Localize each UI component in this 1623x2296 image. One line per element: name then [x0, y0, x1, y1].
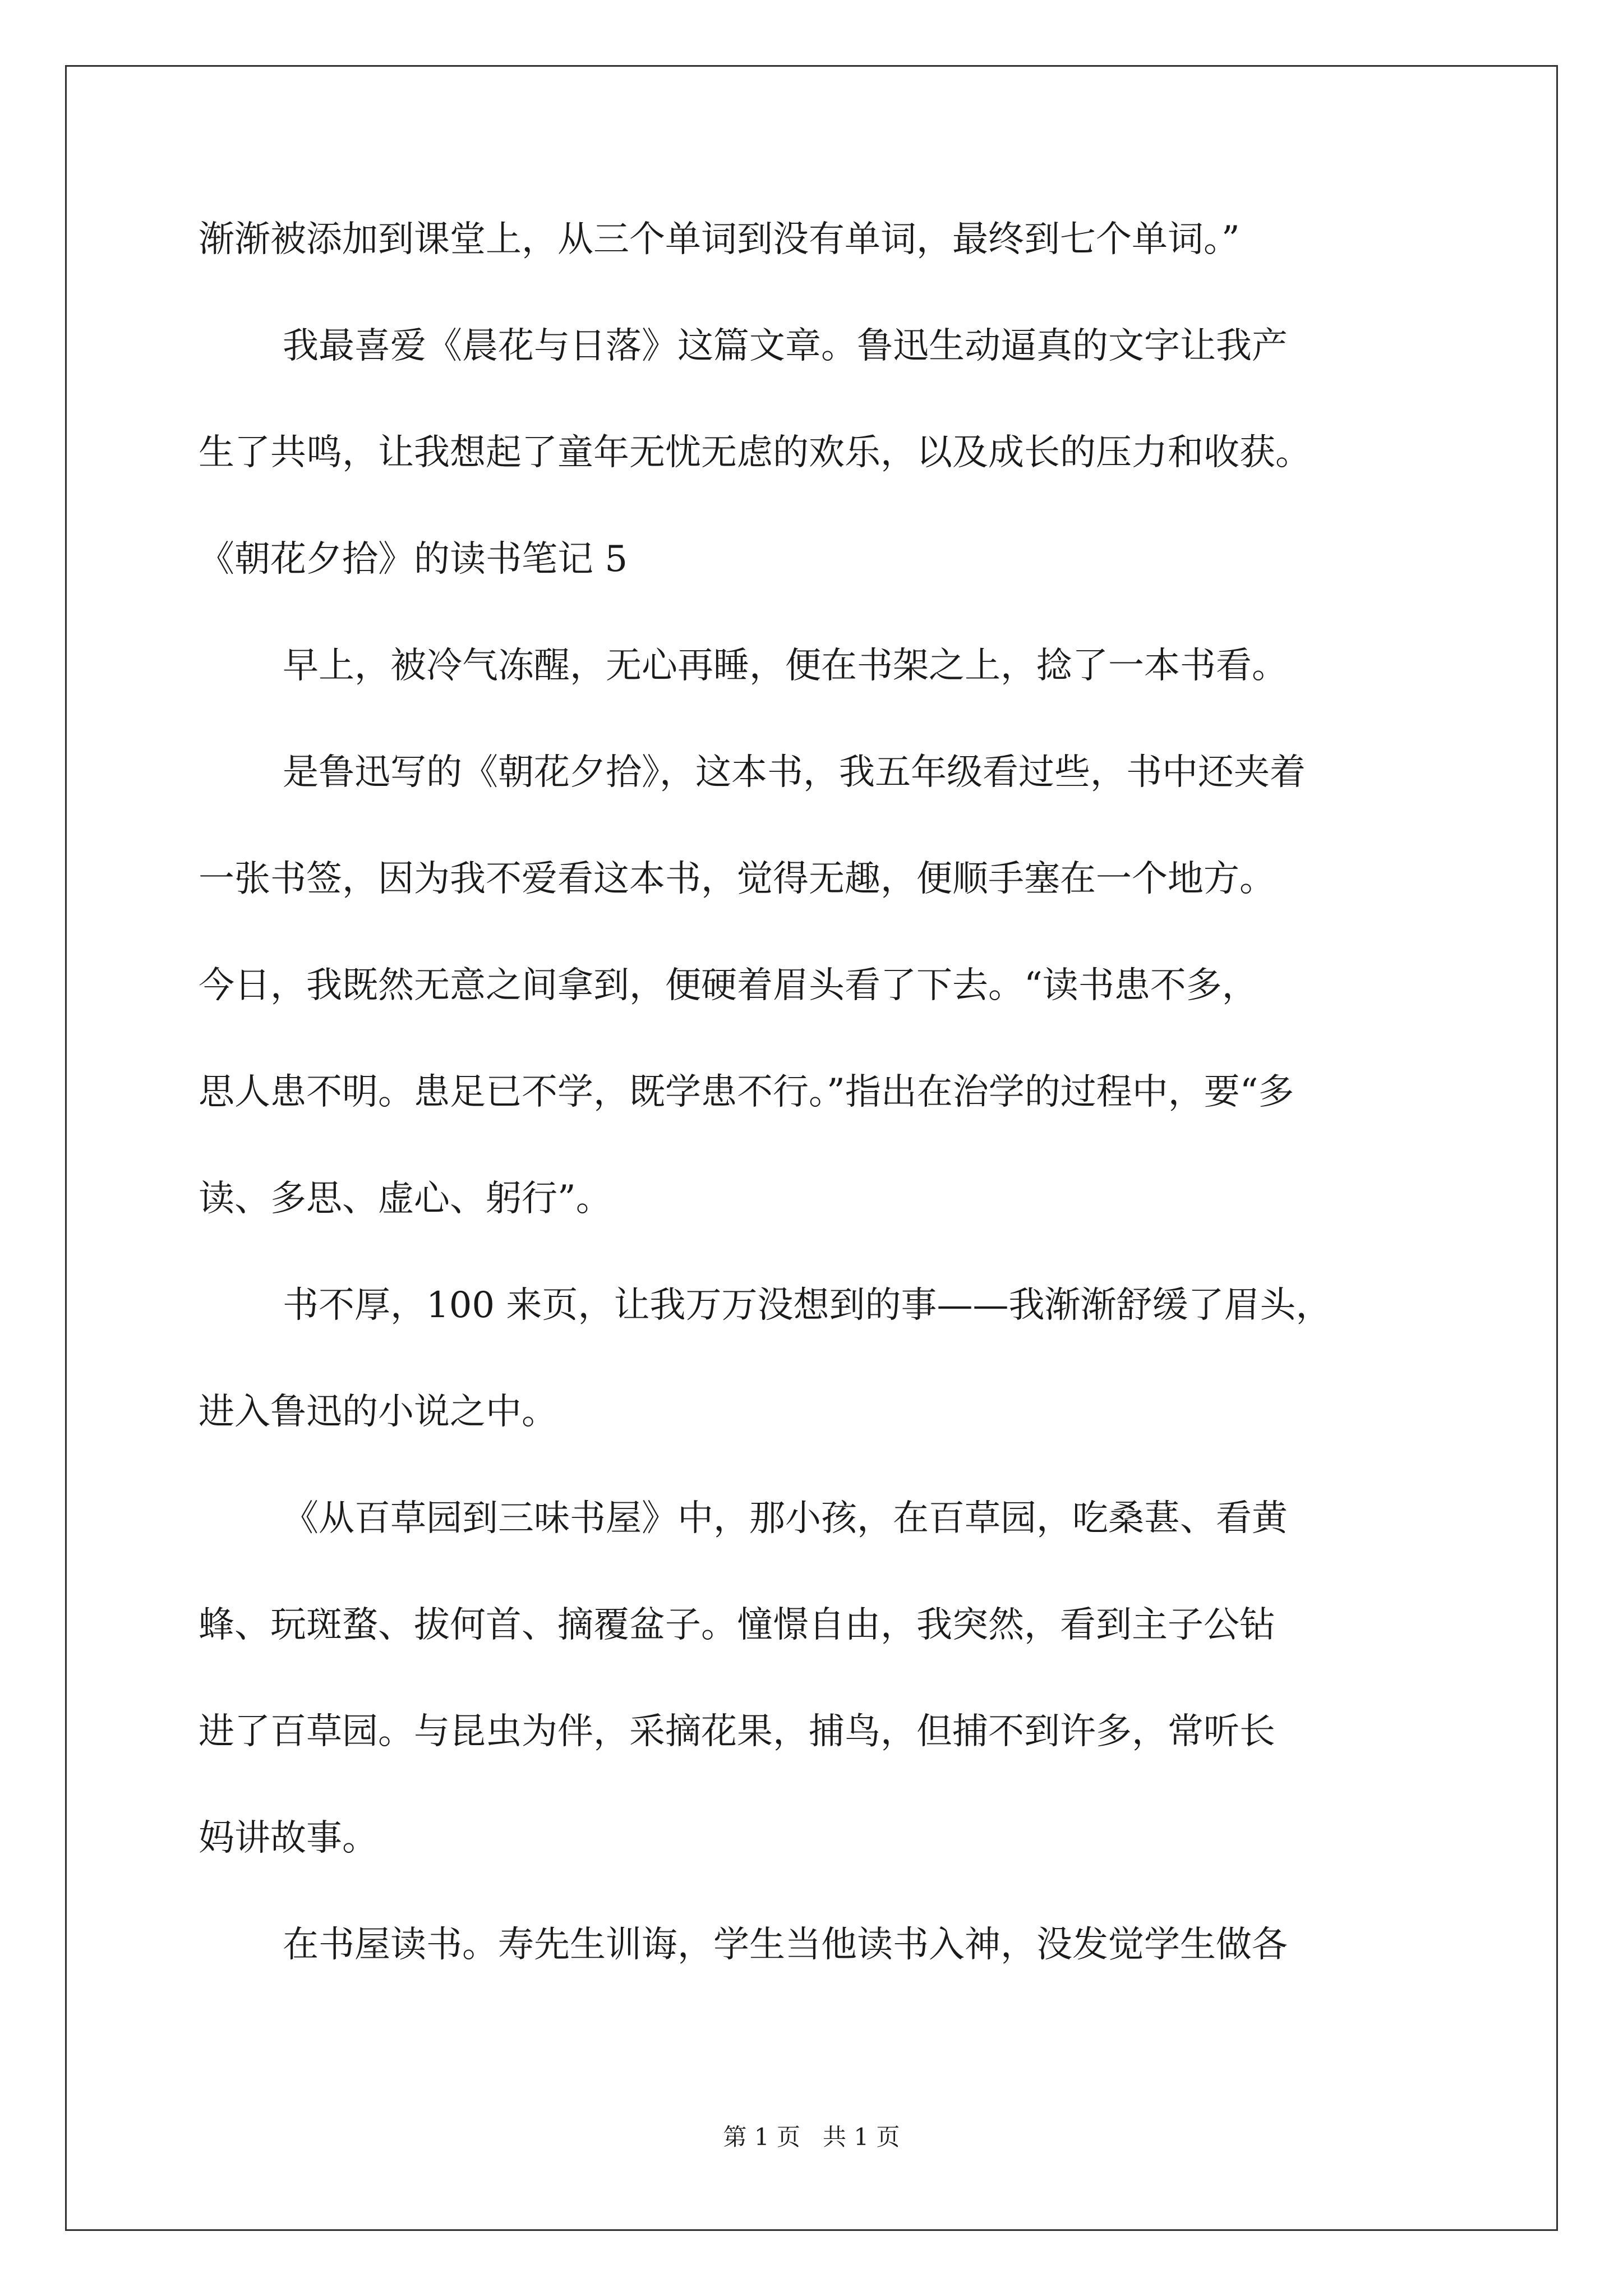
text-line: 今日，我既然无意之间拿到，便硬着眉头看了下去。“读书患不多，	[199, 965, 1258, 1006]
paragraph-line: 在书屋读书。寿先生训诲，学生当他读书入神，没发觉学生做各	[283, 1924, 1288, 1966]
paragraph-line: 早上，被冷气冻醒，无心再睡，便在书架之上，捻了一本书看。	[283, 645, 1288, 687]
text-line: 生了共鸣，让我想起了童年无忧无虑的欢乐，以及成长的压力和收获。	[199, 432, 1311, 473]
paragraph-line: 我最喜爱《晨花与日落》这篇文章。鲁迅生动逼真的文字让我产	[283, 325, 1288, 367]
paragraph-line: 《从百草园到三味书屋》中，那小孩，在百草园，吃桑葚、看黄	[283, 1498, 1288, 1539]
text-line: 渐渐被添加到课堂上，从三个单词到没有单词，最终到七个单词。”	[199, 219, 1240, 260]
text-line: 读、多思、虚心、躬行”。	[199, 1178, 612, 1220]
text-line: 进入鲁迅的小说之中。	[199, 1391, 557, 1433]
text-line: 妈讲故事。	[199, 1818, 378, 1859]
text-line: 蜂、玩斑蝥、拔何首、摘覆盆子。憧憬自由，我突然，看到主子公钻	[199, 1604, 1275, 1646]
text-line: 思人患不明。患足已不学，既学患不行。”指出在治学的过程中，要“多	[199, 1071, 1294, 1113]
paragraph-line: 书不厚，100 来页，让我万万没想到的事——我渐渐舒缓了眉头，	[283, 1285, 1332, 1326]
paragraph-line: 是鲁迅写的《朝花夕拾》，这本书，我五年级看过些，书中还夹着	[283, 752, 1306, 793]
section-heading: 《朝花夕拾》的读书笔记 5	[199, 539, 628, 580]
page-number-footer: 第 1 页 共 1 页	[723, 2123, 900, 2151]
text-line: 进了百草园。与昆虫为伴，采摘花果，捕鸟，但捕不到许多，常听长	[199, 1711, 1275, 1752]
text-line: 一张书签，因为我不爱看这本书，觉得无趣，便顺手塞在一个地方。	[199, 858, 1275, 900]
